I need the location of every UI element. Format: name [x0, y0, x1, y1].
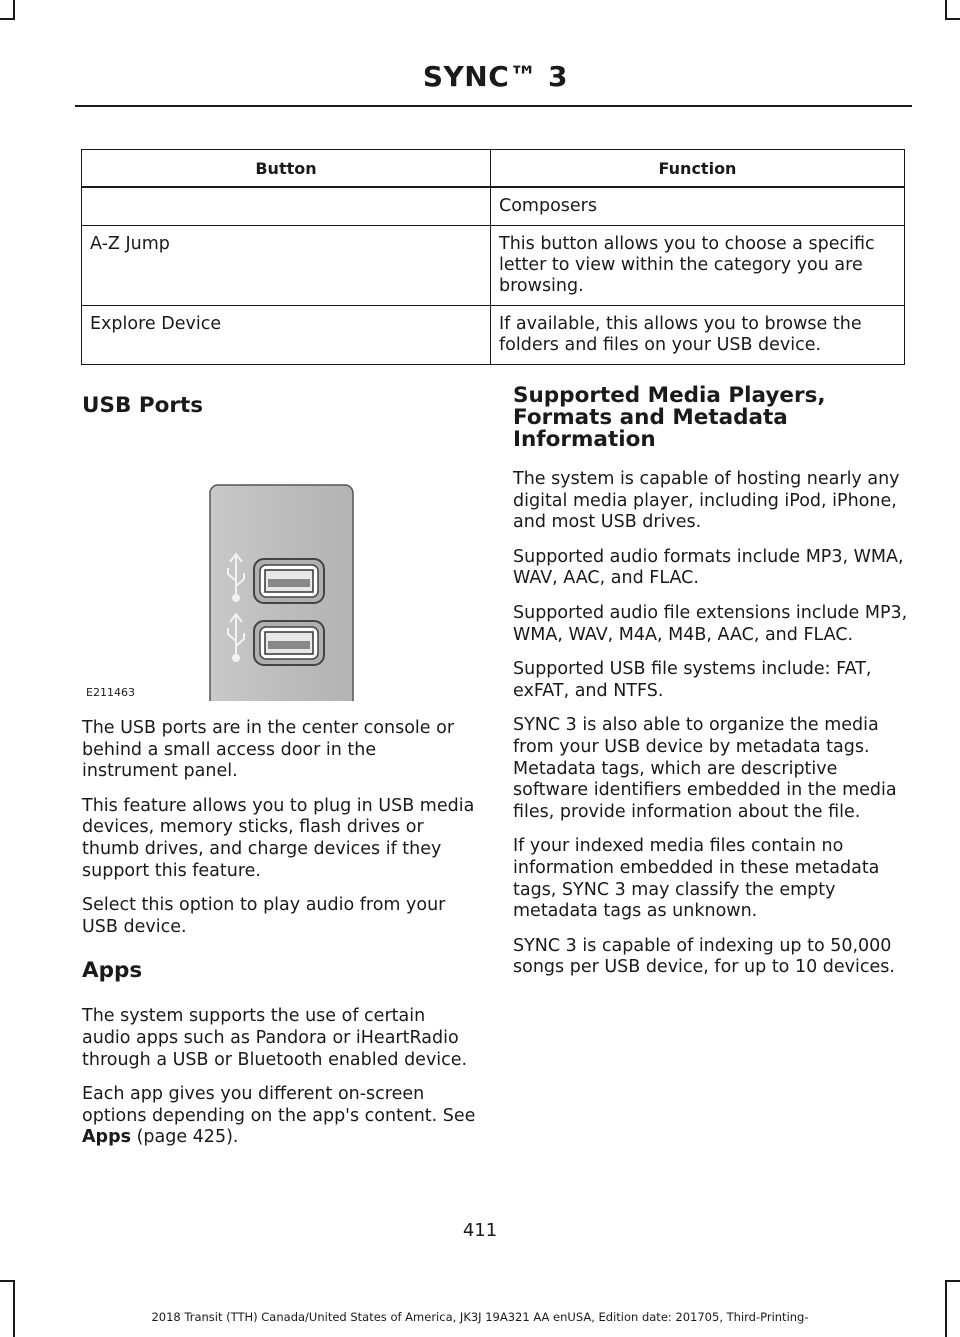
apps-page-reference[interactable]: Apps: [82, 1127, 132, 1148]
figure-code: E211463: [86, 686, 135, 699]
page-number: 411: [462, 1220, 498, 1241]
paragraph: This feature allows you to plug in USB media devices, memory sticks, flash drives or thumb drives, and charge devices if they support this feature.: [82, 795, 475, 881]
table-cell-function: This button allows you to choose a specific letter to view within the category you are browsing.: [491, 226, 905, 306]
crop-mark-top-right: [945, 18, 960, 20]
crop-mark-bottom-right: [945, 1280, 947, 1337]
supported-media-heading: Supported Media Players, Formats and Metadata Information: [513, 383, 826, 452]
left-column: [82, 395, 477, 1162]
table-cell-button: [82, 187, 491, 226]
usb-ports-illustration: [82, 441, 477, 701]
paragraph: Supported audio file extensions include MP3, WMA, WAV, M4A, M4B, AAC, and FLAC.: [513, 602, 908, 645]
paragraph: SYNC 3 is capable of indexing up to 50,000 songs per USB device, for up to 10 devices.: [513, 935, 895, 978]
paragraph: The USB ports are in the center console or behind a small access door in the instrument panel.: [82, 718, 455, 782]
crop-mark-bottom-right: [945, 1280, 960, 1282]
usb-ports-heading: USB Ports: [82, 393, 204, 418]
button-function-table: [81, 149, 905, 365]
table-header-row: [82, 150, 905, 188]
usb-port-top: [254, 559, 324, 603]
header-divider: [75, 105, 912, 107]
right-column: [513, 385, 908, 992]
crop-mark-bottom-left: [13, 1280, 15, 1337]
apps-heading: Apps: [82, 958, 143, 984]
crop-mark-top-right: [945, 0, 947, 20]
usb-port-bottom: [254, 621, 324, 665]
table-cell-button: A-Z Jump: [82, 226, 491, 306]
table-cell-function: Composers: [491, 187, 905, 226]
paragraph: Select this option to play audio from your USB device.: [82, 895, 446, 937]
column-header-function: Function: [491, 150, 905, 188]
table-row: [82, 226, 905, 306]
table-row: [82, 306, 905, 365]
table-cell-function: If available, this allows you to browse the folders and files on your USB device.: [491, 306, 905, 365]
paragraph-text: Each app gives you different on-screen options depending on the app's content. See: [82, 1084, 476, 1126]
paragraph: [82, 1084, 477, 1149]
crop-mark-top-left: [0, 18, 15, 20]
paragraph: If your indexed media files contain no information embedded in these metadata tags, SYNC 3 may classify the empty metadata tags as unknown.: [513, 836, 880, 922]
usb-ports-figure: [82, 441, 477, 701]
crop-mark-top-left: [13, 0, 15, 20]
footer-text: 2018 Transit (TTH) Canada/United States of America, JK3J 19A321 AA enUSA, Edition date: 201705, Third-Printing-: [151, 1310, 809, 1324]
crop-mark-bottom-left: [0, 1280, 15, 1282]
page-title: SYNC™ 3: [422, 60, 568, 93]
paragraph: Supported USB file systems include: FAT, exFAT, and NTFS.: [513, 659, 872, 701]
paragraph-text: (page 425).: [131, 1127, 239, 1148]
column-header-button: Button: [82, 150, 491, 188]
paragraph: The system is capable of hosting nearly any digital media player, including iPod, iPhone, and most USB drives.: [513, 469, 900, 533]
table-cell-button: Explore Device: [82, 306, 491, 365]
table-row: [82, 187, 905, 226]
paragraph: Supported audio formats include MP3, WMA, WAV, AAC, and FLAC.: [513, 546, 904, 589]
paragraph: SYNC 3 is also able to organize the media from your USB device by metadata tags. Metadata tags, which are descriptive software identifiers embedded in the media files, provide information about the file.: [513, 715, 897, 822]
paragraph: The system supports the use of certain audio apps such as Pandora or iHeartRadio through a USB or Bluetooth enabled device.: [82, 1006, 468, 1070]
